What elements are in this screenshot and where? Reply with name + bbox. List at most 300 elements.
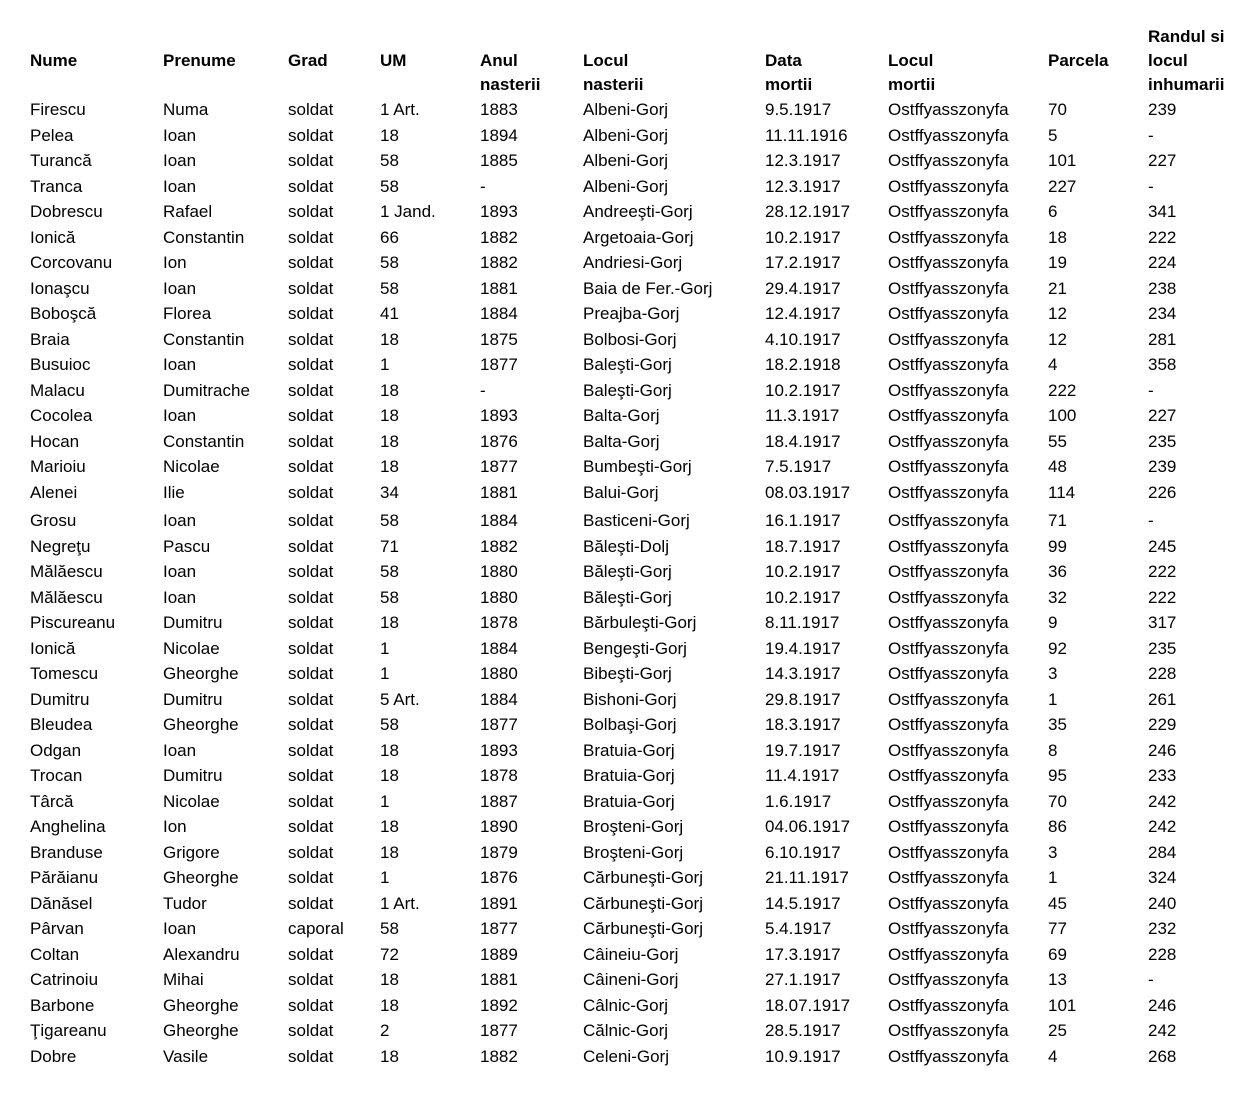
cell-data_mortii: 9.5.1917 — [765, 100, 832, 119]
cell-grad: soldat — [288, 202, 334, 221]
cell-anul_nasterii: 1879 — [480, 842, 518, 862]
cell-prenume: Numa — [163, 100, 209, 119]
cell-nume: Părăianu — [30, 868, 99, 887]
cell-nume: Trocan — [30, 766, 83, 785]
cell-prenume: Mihai — [163, 970, 204, 989]
cell-locul_nasterii: Andreeşti-Gorj — [583, 202, 693, 221]
cell-locul_mortii: Ostffyasszonyfa — [888, 638, 1009, 658]
cell-randul: 227 — [1148, 151, 1177, 170]
cell-locul_mortii: Ostffyasszonyfa — [888, 868, 1009, 887]
cell-locul_nasterii: Preajba-Gorj — [583, 304, 680, 323]
cell-locul_mortii: Ostffyasszonyfa — [888, 431, 1009, 451]
cell-um: 18 — [380, 406, 399, 425]
cell-parcela: 21 — [1048, 278, 1067, 298]
cell-parcela: 5 — [1048, 125, 1058, 145]
cell-grad: soldat — [288, 893, 334, 913]
cell-um: 1 — [380, 355, 390, 374]
cell-grad: soldat — [288, 329, 334, 349]
column-header-locul_nasterii — [583, 25, 765, 97]
cell-parcela: 222 — [1048, 380, 1077, 400]
cell-data_mortii: 08.03.1917 — [765, 482, 851, 502]
cell-locul_mortii: Ostffyasszonyfa — [888, 664, 1009, 683]
table-row — [30, 352, 1260, 378]
cell-locul_mortii: Ostffyasszonyfa — [888, 1021, 1009, 1040]
cell-data_mortii: 17.3.1917 — [765, 944, 841, 964]
cell-prenume: Gheorghe — [163, 715, 239, 734]
cell-locul_mortii: Ostffyasszonyfa — [888, 202, 1009, 221]
cell-parcela: 227 — [1048, 176, 1077, 196]
column-header-line: mortii — [888, 75, 936, 94]
cell-um: 18 — [380, 842, 399, 862]
table-row — [30, 301, 1260, 327]
cell-nume: Malacu — [30, 380, 85, 400]
cell-parcela: 25 — [1048, 1021, 1067, 1040]
cell-locul_mortii: Ostffyasszonyfa — [888, 355, 1009, 374]
cell-randul: 226 — [1148, 482, 1177, 502]
cell-anul_nasterii: 1882 — [480, 1046, 518, 1066]
cell-prenume: Constantin — [163, 431, 245, 451]
cell-locul_nasterii: Argetoaia-Gorj — [583, 227, 694, 247]
cell-randul: 228 — [1148, 664, 1177, 683]
cell-prenume: Ioan — [163, 125, 197, 145]
cell-prenume: Ioan — [163, 740, 197, 760]
cell-grad: soldat — [288, 227, 334, 247]
cell-um: 41 — [380, 304, 399, 323]
cell-um: 1 — [380, 664, 390, 683]
cell-randul: - — [1148, 176, 1154, 196]
cell-locul_nasterii: Călnic-Gorj — [583, 1021, 669, 1040]
table-row — [30, 712, 1260, 738]
cell-parcela: 114 — [1048, 482, 1076, 502]
cell-prenume: Ioan — [163, 355, 197, 374]
cell-locul_mortii: Ostffyasszonyfa — [888, 715, 1009, 734]
cell-locul_mortii: Ostffyasszonyfa — [888, 613, 1009, 632]
cell-locul_nasterii: Bibeşti-Gorj — [583, 664, 672, 683]
cell-locul_mortii: Ostffyasszonyfa — [888, 457, 1009, 476]
cell-locul_mortii: Ostffyasszonyfa — [888, 995, 1009, 1015]
cell-prenume: Ioan — [163, 511, 197, 530]
table-row — [30, 378, 1260, 404]
cell-grad: soldat — [288, 1021, 334, 1040]
cell-nume: Ionică — [30, 638, 76, 658]
column-header-locul_mortii — [888, 25, 1048, 97]
cell-nume: Bleudea — [30, 715, 93, 734]
table-row — [30, 661, 1260, 687]
cell-parcela: 70 — [1048, 100, 1067, 119]
table-row — [30, 585, 1260, 611]
column-header-prenume — [163, 25, 288, 97]
cell-randul: - — [1148, 380, 1154, 400]
cell-um: 5 Art. — [380, 689, 420, 709]
cell-parcela: 95 — [1048, 766, 1067, 785]
column-header-grad — [288, 25, 380, 97]
cell-parcela: 35 — [1048, 715, 1067, 734]
cell-um: 18 — [380, 457, 399, 476]
cell-um: 2 — [380, 1021, 390, 1040]
cell-prenume: Dumitru — [163, 766, 223, 785]
cell-grad: soldat — [288, 562, 334, 581]
cell-um: 71 — [380, 536, 399, 556]
cell-grad: soldat — [288, 944, 334, 964]
cell-prenume: Ioan — [163, 919, 197, 938]
table-row — [30, 1018, 1260, 1044]
cell-anul_nasterii: 1882 — [480, 253, 518, 272]
cell-parcela: 86 — [1048, 817, 1067, 836]
cell-anul_nasterii: 1887 — [480, 791, 518, 811]
cell-nume: Braia — [30, 329, 70, 349]
cell-prenume: Gheorghe — [163, 1021, 239, 1040]
cell-locul_mortii: Ostffyasszonyfa — [888, 511, 1009, 530]
cell-locul_mortii: Ostffyasszonyfa — [888, 740, 1009, 760]
cell-anul_nasterii: - — [480, 176, 486, 196]
cell-locul_nasterii: Bratuia-Gorj — [583, 740, 675, 760]
cell-locul_mortii: Ostffyasszonyfa — [888, 176, 1009, 196]
cell-randul: 234 — [1148, 304, 1177, 323]
cell-grad: soldat — [288, 151, 334, 170]
cell-locul_nasterii: Albeni-Gorj — [583, 151, 669, 170]
cell-data_mortii: 14.5.1917 — [765, 893, 841, 913]
column-header-randul — [1148, 25, 1260, 97]
cell-um: 18 — [380, 766, 399, 785]
cell-locul_mortii: Ostffyasszonyfa — [888, 970, 1009, 989]
table-row — [30, 865, 1260, 891]
cell-um: 1 Art. — [380, 893, 420, 913]
table-row — [30, 454, 1260, 480]
column-header-line: Prenume — [163, 51, 236, 70]
cell-randul: 281 — [1148, 329, 1177, 349]
cell-nume: Pârvan — [30, 919, 84, 938]
cell-locul_nasterii: Broşteni-Gorj — [583, 842, 684, 862]
cell-grad: soldat — [288, 638, 334, 658]
cell-anul_nasterii: 1877 — [480, 457, 518, 476]
cell-grad: soldat — [288, 100, 334, 119]
cell-locul_mortii: Ostffyasszonyfa — [888, 482, 1009, 502]
cell-nume: Firescu — [30, 100, 86, 119]
cell-nume: Târcă — [30, 791, 74, 811]
cell-nume: Ionică — [30, 227, 76, 247]
table-row — [30, 174, 1260, 200]
cell-um: 58 — [380, 562, 399, 581]
cell-parcela: 77 — [1048, 919, 1067, 938]
cell-parcela: 13 — [1048, 970, 1067, 989]
cell-anul_nasterii: 1881 — [480, 278, 518, 298]
cell-grad: caporal — [288, 919, 344, 938]
cell-prenume: Nicolae — [163, 638, 220, 658]
cell-randul: 245 — [1148, 536, 1177, 556]
cell-data_mortii: 28.12.1917 — [765, 202, 851, 221]
table-row — [30, 891, 1260, 917]
cell-nume: Coltan — [30, 944, 80, 964]
table-row — [30, 559, 1260, 585]
cell-parcela: 36 — [1048, 562, 1067, 581]
cell-locul_nasterii: Balta-Gorj — [583, 431, 660, 451]
cell-locul_nasterii: Bishoni-Gorj — [583, 689, 677, 709]
cell-anul_nasterii: 1877 — [480, 715, 518, 734]
cell-prenume: Gheorghe — [163, 868, 239, 887]
cell-prenume: Dumitru — [163, 613, 223, 632]
cell-grad: soldat — [288, 689, 334, 709]
cell-parcela: 9 — [1048, 613, 1058, 632]
cell-locul_mortii: Ostffyasszonyfa — [888, 919, 1009, 938]
table-row — [30, 738, 1260, 764]
cell-nume: Mălăescu — [30, 587, 103, 607]
cell-parcela: 70 — [1048, 791, 1067, 811]
cell-prenume: Dumitrache — [163, 380, 250, 400]
cell-locul_nasterii: Cărbuneşti-Gorj — [583, 893, 703, 913]
cell-anul_nasterii: 1881 — [480, 970, 518, 989]
cell-parcela: 8 — [1048, 740, 1058, 760]
cell-randul: 261 — [1148, 689, 1177, 709]
column-header-line: locul — [1148, 51, 1188, 70]
cell-randul: 240 — [1148, 893, 1177, 913]
cell-grad: soldat — [288, 457, 334, 476]
cell-randul: 233 — [1148, 766, 1177, 785]
cell-data_mortii: 19.7.1917 — [765, 740, 841, 760]
cell-locul_nasterii: Balui-Gorj — [583, 482, 659, 502]
cell-randul: - — [1148, 970, 1154, 989]
cell-parcela: 6 — [1048, 202, 1058, 221]
table-row — [30, 508, 1260, 534]
column-header-line: Nume — [30, 51, 78, 70]
cell-nume: Dănăsel — [30, 893, 93, 913]
cell-locul_mortii: Ostffyasszonyfa — [888, 100, 1009, 119]
cell-parcela: 3 — [1048, 664, 1058, 683]
table-row — [30, 225, 1260, 251]
table-header-row — [30, 25, 1260, 97]
cell-locul_mortii: Ostffyasszonyfa — [888, 304, 1009, 323]
cell-um: 34 — [380, 482, 399, 502]
cell-anul_nasterii: 1892 — [480, 995, 518, 1015]
column-header-line: Grad — [288, 51, 328, 70]
cell-prenume: Pascu — [163, 536, 211, 556]
cell-parcela: 100 — [1048, 406, 1077, 425]
table-row — [30, 636, 1260, 662]
cell-anul_nasterii: 1882 — [480, 227, 518, 247]
cell-data_mortii: 17.2.1917 — [765, 253, 841, 272]
cell-data_mortii: 11.3.1917 — [765, 406, 840, 425]
cell-data_mortii: 11.11.1916 — [765, 125, 848, 145]
cell-locul_nasterii: Băleşti-Gorj — [583, 587, 672, 607]
cell-um: 18 — [380, 125, 399, 145]
cell-nume: Pelea — [30, 125, 74, 145]
cell-um: 1 — [380, 638, 390, 658]
cell-grad: soldat — [288, 995, 334, 1015]
cell-locul_mortii: Ostffyasszonyfa — [888, 766, 1009, 785]
cell-parcela: 55 — [1048, 431, 1067, 451]
table-row — [30, 250, 1260, 276]
cell-um: 1 — [380, 791, 390, 811]
cell-locul_nasterii: Bengeşti-Gorj — [583, 638, 687, 658]
cell-parcela: 32 — [1048, 587, 1067, 607]
cell-parcela: 4 — [1048, 1046, 1058, 1066]
cell-nume: Anghelina — [30, 817, 106, 836]
cell-nume: Corcovanu — [30, 253, 113, 272]
cell-parcela: 1 — [1048, 689, 1058, 709]
table-row — [30, 942, 1260, 968]
cell-um: 18 — [380, 431, 399, 451]
table-row — [30, 610, 1260, 636]
cell-nume: Odgan — [30, 740, 82, 760]
column-header-line: mortii — [765, 75, 813, 94]
cell-nume: Boboşcă — [30, 304, 97, 323]
cell-locul_nasterii: Broşteni-Gorj — [583, 817, 684, 836]
cell-prenume: Alexandru — [163, 944, 240, 964]
table-row — [30, 840, 1260, 866]
cell-grad: soldat — [288, 278, 334, 298]
cell-anul_nasterii: 1876 — [480, 431, 518, 451]
cell-locul_nasterii: Albeni-Gorj — [583, 125, 669, 145]
cell-randul: - — [1148, 511, 1154, 530]
cell-parcela: 101 — [1048, 151, 1077, 170]
cell-nume: Hocan — [30, 431, 80, 451]
cell-prenume: Rafael — [163, 202, 213, 221]
column-header-line: Locul — [583, 51, 629, 70]
cell-locul_nasterii: Câineiu-Gorj — [583, 944, 679, 964]
table-row — [30, 916, 1260, 942]
cell-data_mortii: 10.2.1917 — [765, 587, 841, 607]
cell-um: 1 Jand. — [380, 202, 436, 221]
cell-parcela: 101 — [1048, 995, 1077, 1015]
cell-anul_nasterii: 1884 — [480, 511, 518, 530]
cell-parcela: 4 — [1048, 355, 1058, 374]
cell-randul: 222 — [1148, 562, 1177, 581]
cell-grad: soldat — [288, 482, 334, 502]
cell-randul: 246 — [1148, 995, 1177, 1015]
cell-randul: 235 — [1148, 431, 1177, 451]
cell-nume: Cocolea — [30, 406, 93, 425]
cell-anul_nasterii: 1875 — [480, 329, 518, 349]
table-row — [30, 967, 1260, 993]
cell-anul_nasterii: 1880 — [480, 664, 518, 683]
cell-prenume: Ioan — [163, 278, 197, 298]
cell-locul_mortii: Ostffyasszonyfa — [888, 380, 1009, 400]
cell-locul_nasterii: Bolbosi-Gorj — [583, 329, 677, 349]
cell-prenume: Gheorghe — [163, 995, 239, 1015]
cell-data_mortii: 18.4.1917 — [765, 431, 841, 451]
cell-randul: 242 — [1148, 817, 1177, 836]
cell-um: 18 — [380, 740, 399, 760]
cell-data_mortii: 12.3.1917 — [765, 176, 841, 196]
cell-locul_nasterii: Bumbeşti-Gorj — [583, 457, 692, 476]
cell-locul_mortii: Ostffyasszonyfa — [888, 893, 1009, 913]
cell-locul_mortii: Ostffyasszonyfa — [888, 842, 1009, 862]
cell-data_mortii: 18.3.1917 — [765, 715, 841, 734]
cell-anul_nasterii: 1877 — [480, 355, 518, 374]
cell-randul: 222 — [1148, 587, 1177, 607]
cell-data_mortii: 29.8.1917 — [765, 689, 841, 709]
cell-locul_nasterii: Câineni-Gorj — [583, 970, 679, 989]
table-row — [30, 276, 1260, 302]
cell-um: 1 — [380, 868, 390, 887]
cell-parcela: 71 — [1048, 511, 1067, 530]
cell-randul: 224 — [1148, 253, 1177, 272]
cell-um: 18 — [380, 970, 399, 989]
cell-locul_nasterii: Andriesi-Gorj — [583, 253, 683, 272]
cell-grad: soldat — [288, 715, 334, 734]
cell-um: 18 — [380, 995, 399, 1015]
cell-randul: 228 — [1148, 944, 1177, 964]
cell-nume: Mălăescu — [30, 562, 103, 581]
cell-um: 18 — [380, 817, 399, 836]
cell-anul_nasterii: 1891 — [480, 893, 518, 913]
cell-locul_nasterii: Băleşti-Gorj — [583, 562, 672, 581]
column-header-line: Locul — [888, 51, 934, 70]
table-body — [30, 97, 1260, 1069]
cell-anul_nasterii: 1884 — [480, 304, 518, 323]
cell-locul_nasterii: Cărbuneşti-Gorj — [583, 919, 703, 938]
cell-randul: 242 — [1148, 1021, 1177, 1040]
cell-data_mortii: 14.3.1917 — [765, 664, 841, 683]
cell-anul_nasterii: 1884 — [480, 689, 518, 709]
table-row — [30, 763, 1260, 789]
cell-locul_mortii: Ostffyasszonyfa — [888, 689, 1009, 709]
cell-anul_nasterii: 1876 — [480, 868, 518, 887]
column-header-line: Data — [765, 51, 802, 70]
cell-randul: 341 — [1148, 202, 1177, 221]
column-header-um — [380, 25, 480, 97]
cell-randul: 324 — [1148, 868, 1177, 887]
cell-grad: soldat — [288, 355, 334, 374]
cell-randul: 235 — [1148, 638, 1177, 658]
table-row — [30, 534, 1260, 560]
cell-data_mortii: 18.7.1917 — [765, 536, 841, 556]
cell-grad: soldat — [288, 740, 334, 760]
cell-anul_nasterii: 1889 — [480, 944, 518, 964]
cell-um: 58 — [380, 278, 399, 298]
cell-parcela: 1 — [1048, 868, 1058, 887]
cell-locul_nasterii: Băleşti-Dolj — [583, 536, 669, 556]
cell-um: 58 — [380, 715, 399, 734]
cell-randul: 238 — [1148, 278, 1177, 298]
cell-grad: soldat — [288, 380, 334, 400]
cell-randul: 239 — [1148, 100, 1177, 119]
cell-grad: soldat — [288, 253, 334, 272]
cell-nume: Ţigareanu — [30, 1021, 107, 1040]
cell-grad: soldat — [288, 766, 334, 785]
cell-data_mortii: 7.5.1917 — [765, 457, 832, 476]
cell-data_mortii: 18.2.1918 — [765, 355, 841, 374]
cell-um: 66 — [380, 227, 399, 247]
cell-grad: soldat — [288, 587, 334, 607]
cell-anul_nasterii: 1878 — [480, 613, 518, 632]
cell-randul: 246 — [1148, 740, 1177, 760]
table-row — [30, 1044, 1260, 1070]
cell-prenume: Ilie — [163, 482, 185, 502]
cell-prenume: Ioan — [163, 151, 197, 170]
cell-nume: Turancă — [30, 151, 92, 170]
cell-nume: Dobrescu — [30, 202, 103, 221]
cell-nume: Piscureanu — [30, 613, 116, 632]
cell-locul_nasterii: Basticeni-Gorj — [583, 511, 690, 530]
column-header-line: Randul si — [1148, 27, 1225, 46]
table-row — [30, 199, 1260, 225]
cell-prenume: Nicolae — [163, 791, 220, 811]
cell-locul_nasterii: Albeni-Gorj — [583, 100, 669, 119]
cell-randul: 232 — [1148, 919, 1177, 938]
cell-prenume: Ion — [163, 253, 187, 272]
cell-nume: Negreţu — [30, 536, 91, 556]
cell-parcela: 12 — [1048, 304, 1067, 323]
cell-data_mortii: 10.2.1917 — [765, 227, 841, 247]
cell-anul_nasterii: 1878 — [480, 766, 518, 785]
cell-data_mortii: 12.4.1917 — [765, 304, 841, 323]
cell-grad: soldat — [288, 817, 334, 836]
cell-nume: Branduse — [30, 842, 103, 862]
cell-locul_nasterii: Câlnic-Gorj — [583, 995, 669, 1015]
cell-nume: Grosu — [30, 511, 77, 530]
cell-data_mortii: 10.9.1917 — [765, 1046, 841, 1066]
cell-parcela: 92 — [1048, 638, 1067, 658]
